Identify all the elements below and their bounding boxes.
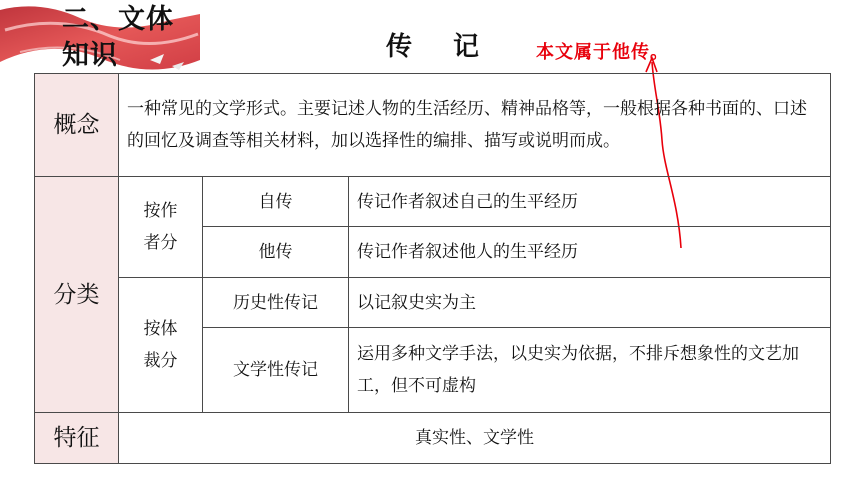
group-label-text: 按作者分 <box>143 201 178 253</box>
type-cell: 历史性传记 <box>203 278 349 328</box>
definition-label: 概念 <box>35 74 119 177</box>
feature-text: 真实性、文学性 <box>119 413 831 464</box>
feature-label: 特征 <box>35 413 119 464</box>
description-cell: 以记叙史实为主 <box>349 278 831 328</box>
group-label-genre <box>119 278 203 413</box>
biography-knowledge-table <box>34 73 831 464</box>
description-cell: 传记作者叙述自己的生平经历 <box>349 177 831 227</box>
section-title: 二、文体知识 <box>62 4 174 71</box>
type-cell: 文学性传记 <box>203 328 349 413</box>
description-cell: 传记作者叙述他人的生平经历 <box>349 227 831 278</box>
group-label-text: 按体裁分 <box>143 319 178 371</box>
group-label-author <box>119 177 203 278</box>
table-row <box>35 278 831 328</box>
type-cell: 自传 <box>203 177 349 227</box>
classification-label: 分类 <box>35 177 119 413</box>
annotation-note: 本文属于他传。 <box>536 42 669 63</box>
section-banner <box>0 0 200 80</box>
description-cell: 运用多种文学手法，以史实为依据，不排斥想象性的文艺加工，但不可虚构 <box>349 328 831 413</box>
page-title: 传 记 <box>386 32 496 62</box>
table-row <box>35 413 831 464</box>
table-row <box>35 74 831 177</box>
table-row <box>35 177 831 227</box>
type-cell: 他传 <box>203 227 349 278</box>
definition-text: 一种常见的文学形式。主要记述人物的生活经历、精神品格等，一般根据各种书面的、口述的回忆及调查等相关材料，加以选择性的编排、描写或说明而成。 <box>119 74 831 177</box>
